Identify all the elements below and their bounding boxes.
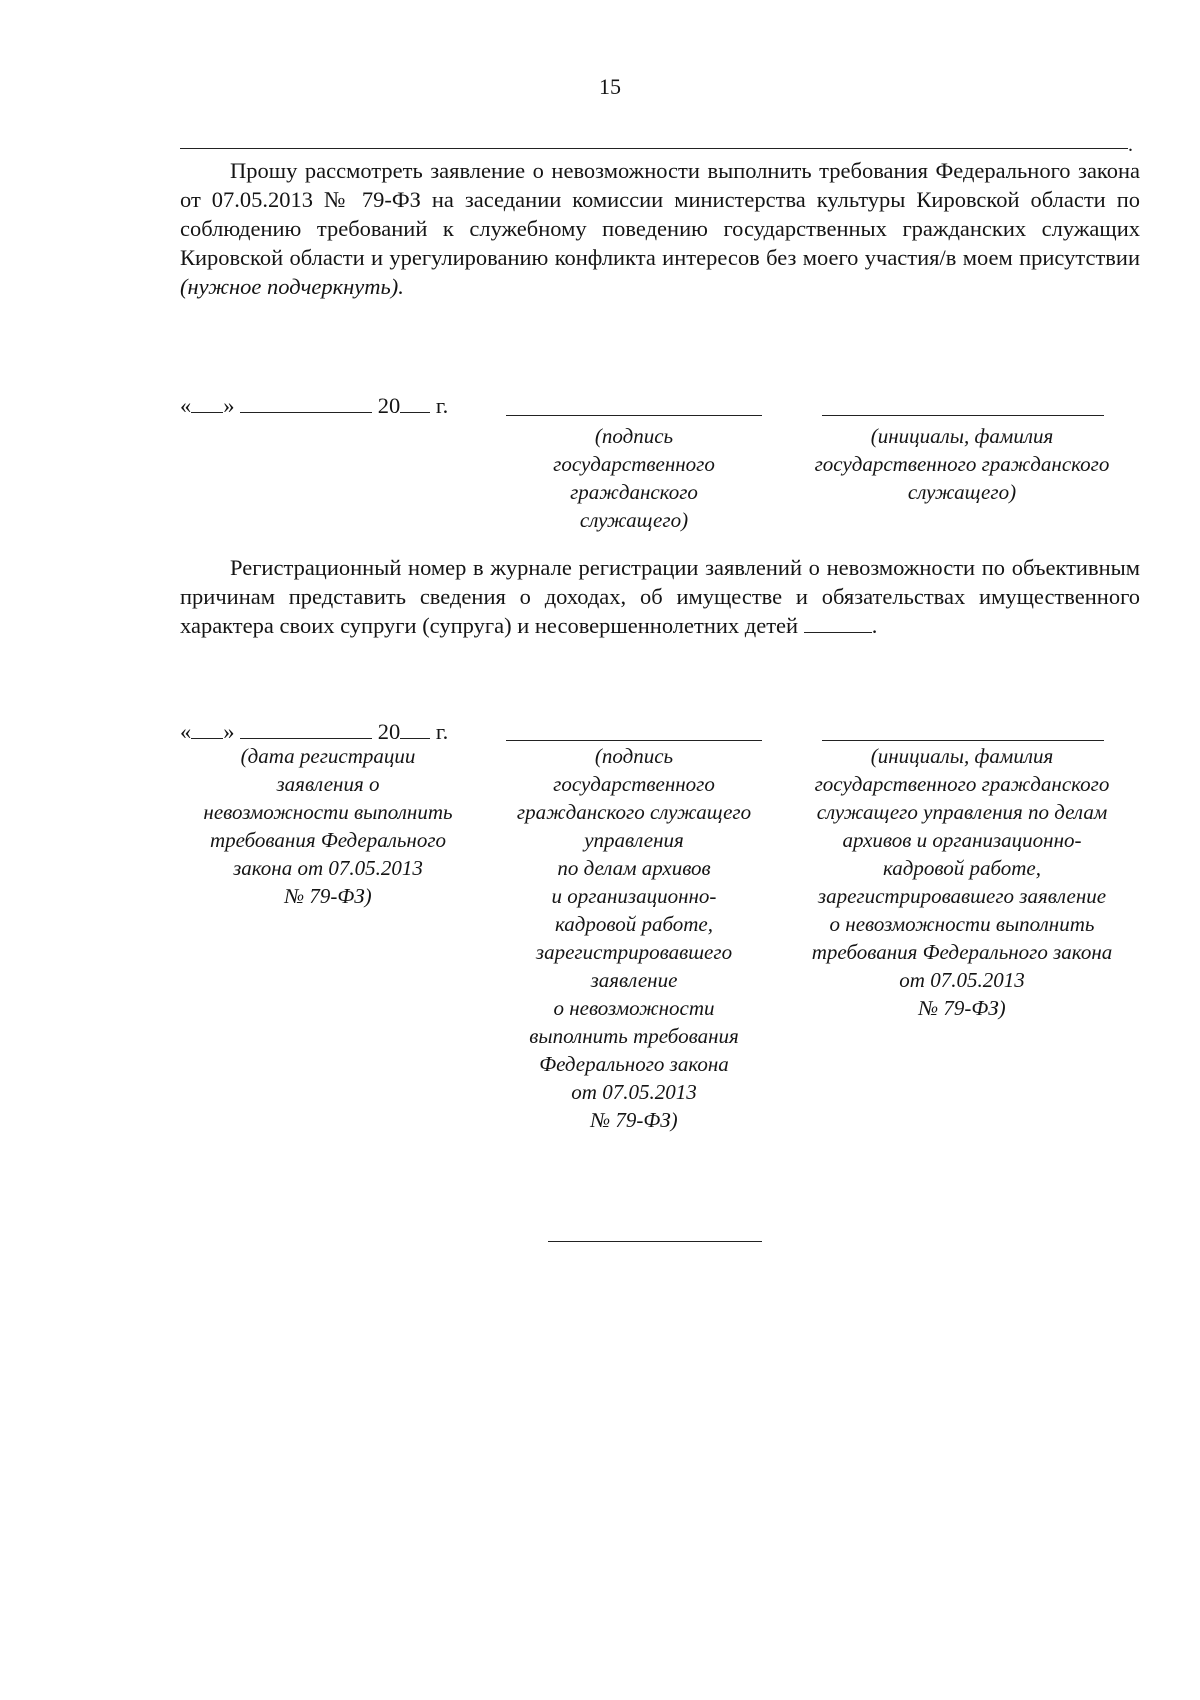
signature-caption-1: (подпись государственного гражданского служащего) bbox=[553, 424, 715, 532]
year-blank bbox=[400, 392, 430, 413]
name-caption-1: (инициалы, фамилия государственного гражданского служащего) bbox=[814, 424, 1110, 504]
request-paragraph bbox=[180, 156, 1140, 301]
top-fill-line bbox=[180, 148, 1128, 149]
date-caption-2: (дата регистрации заявления о невозможности выполнить требования Федерального закона от 07.05.2013 № 79-ФЗ) bbox=[203, 744, 453, 908]
date-row-1 bbox=[180, 392, 448, 419]
close-quote: » bbox=[223, 393, 235, 418]
year-suffix: г. bbox=[435, 393, 449, 418]
year-prefix: 20 bbox=[377, 719, 401, 744]
year-suffix: г. bbox=[435, 719, 449, 744]
name-line-1 bbox=[822, 415, 1104, 416]
day-blank bbox=[191, 392, 223, 413]
signature-caption-2: (подпись государственного гражданского служащего управления по делам архивов и организационно- кадровой работе, зарегистрировавшего заявление о невозможности выполнить требования Федерального закона от 07.05.2013 № 79-ФЗ) bbox=[516, 744, 752, 1132]
name-caption-2: (инициалы, фамилия государственного гражданского служащего управления по делам архивов и организационно- кадровой работе, зарегистрировавшего заявление о невозможности выполнить требования Федерального закона от 07.05.2013 № 79-ФЗ) bbox=[811, 744, 1113, 1020]
open-quote: « bbox=[180, 393, 192, 418]
open-quote: « bbox=[180, 719, 192, 744]
request-hint: (нужное подчеркнуть). bbox=[180, 274, 404, 299]
close-quote: » bbox=[223, 719, 235, 744]
end-of-document-line bbox=[548, 1241, 762, 1242]
registration-text: Регистрационный номер в журнале регистрации заявлений о невозможности по объективным причинам представить сведения о доходах, об имуществе и обязательствах имущественного характера своих супруги (супруга) и несовершеннолетних детей bbox=[180, 555, 1140, 638]
signature-line-2 bbox=[506, 740, 762, 741]
signature-line-1 bbox=[506, 415, 762, 416]
month-blank bbox=[240, 392, 372, 413]
request-text: Прошу рассмотреть заявление о невозможности выполнить требования Федерального закона от 07.05.2013 № 79-ФЗ на заседании комиссии министерства культуры Кировской области по соблюдению требований к служебному поведению государственных гражданских служащих Кировской области и урегулированию конфликта интересов без моего участия/в моем присутствии bbox=[180, 158, 1140, 270]
top-fill-line-period: . bbox=[1128, 134, 1133, 156]
name-line-2 bbox=[822, 740, 1104, 741]
date-row-2 bbox=[180, 718, 448, 745]
year-blank bbox=[400, 718, 430, 739]
day-blank bbox=[191, 718, 223, 739]
year-prefix: 20 bbox=[377, 393, 401, 418]
registration-paragraph: Регистрационный номер в журнале регистрации заявлений о невозможности по объективным причинам представить сведения о доходах, об имуществе и обязательствах имущественного характера своих супруги (супруга) и несовершеннолетних детей . bbox=[180, 555, 1140, 638]
month-blank bbox=[240, 718, 372, 739]
page-number: 15 bbox=[599, 74, 621, 99]
registration-number-blank bbox=[804, 612, 872, 633]
